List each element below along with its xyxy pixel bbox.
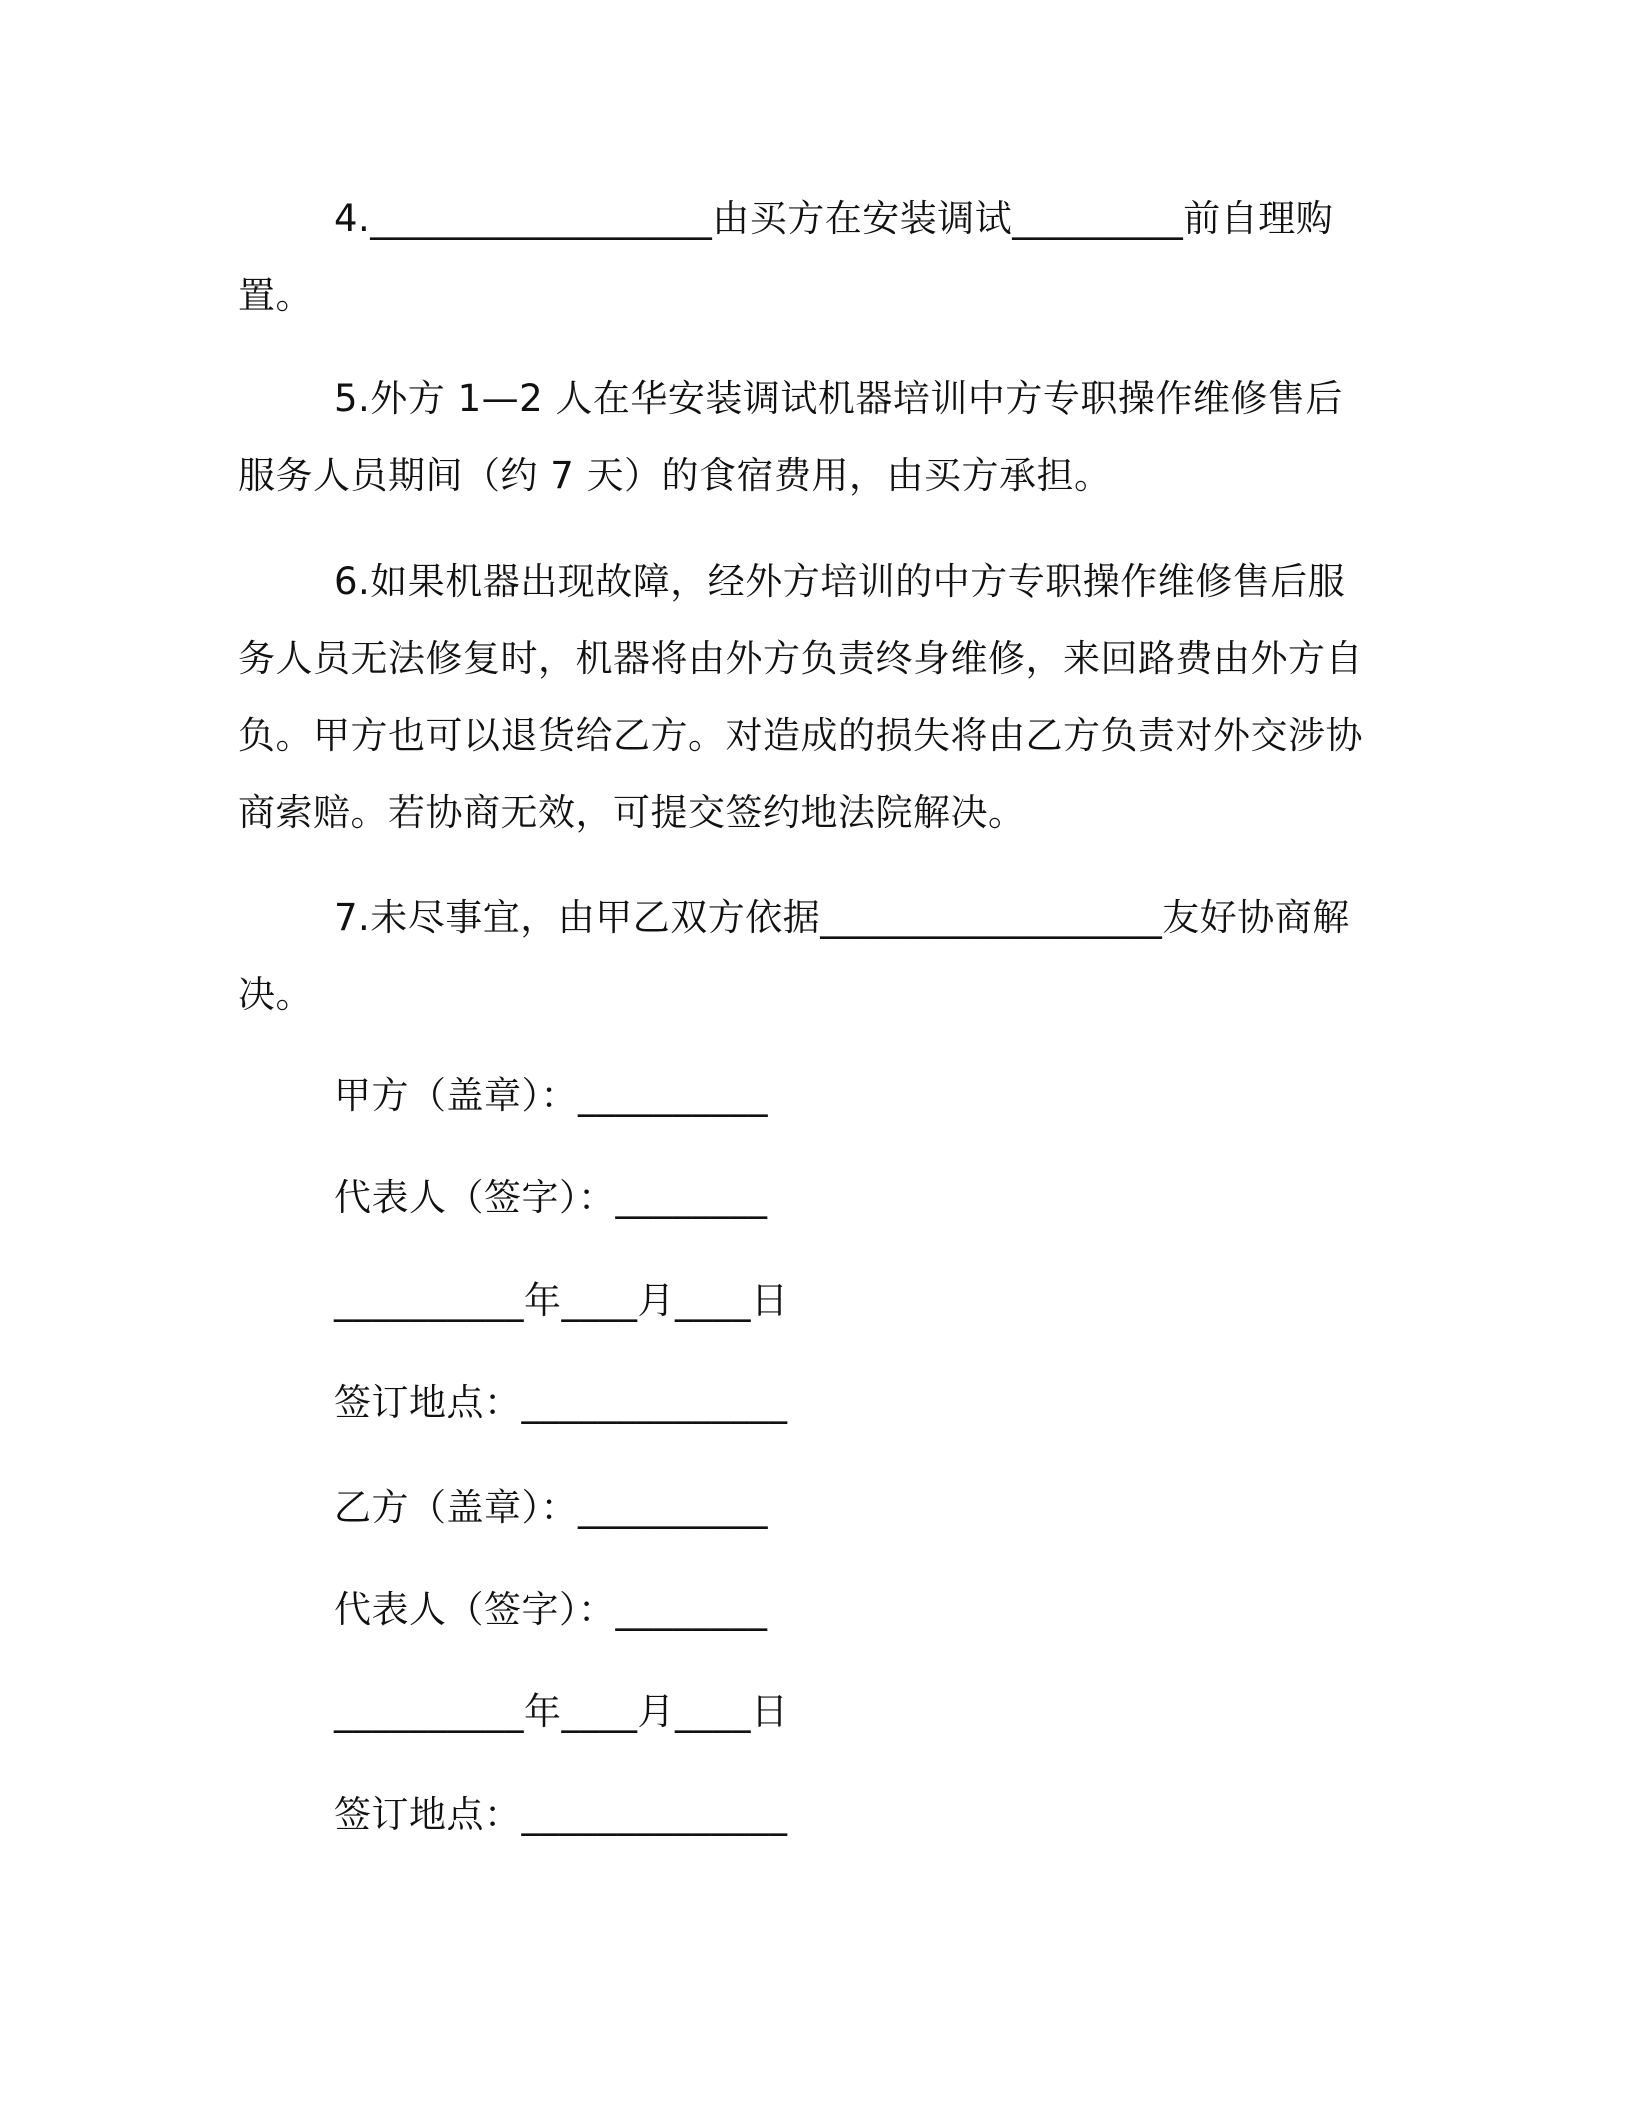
party-a-place-line: 签订地点：______________ <box>334 1381 788 1424</box>
clause-7: 7.未尽事宜，由甲乙双方依据__________________友好协商解决。 <box>238 896 1350 1016</box>
clause-6: 6.如果机器出现故障，经外方培训的中方专职操作维修售后服务人员无法修复时，机器将由外方负责终身维修，来回路费由外方自负。甲方也可以退货给乙方。对造成的损失将由乙方负责对外交涉协商索赔。若协商无效，可提交签约地法院解决。 <box>238 560 1363 834</box>
party-b-seal-line: 乙方（盖章）：__________ <box>334 1486 768 1529</box>
party-b-representative-line: 代表人（签字）：________ <box>334 1588 768 1631</box>
clause-5: 5.外方 1—2 人在华安装调试机器培训中方专职操作维修售后服务人员期间（约 7 天）的食宿费用，由买方承担。 <box>238 377 1343 497</box>
clause-4: 4.__________________由买方在安装调试_________前自理购置。 <box>238 197 1334 317</box>
party-a-representative-line: 代表人（签字）：________ <box>334 1176 768 1219</box>
party-a-seal-line: 甲方（盖章）：__________ <box>334 1074 768 1117</box>
party-a-date-line: __________年____月____日 <box>334 1279 789 1322</box>
party-b-date-line: __________年____月____日 <box>334 1690 789 1733</box>
party-b-place-line: 签订地点：______________ <box>334 1793 788 1836</box>
